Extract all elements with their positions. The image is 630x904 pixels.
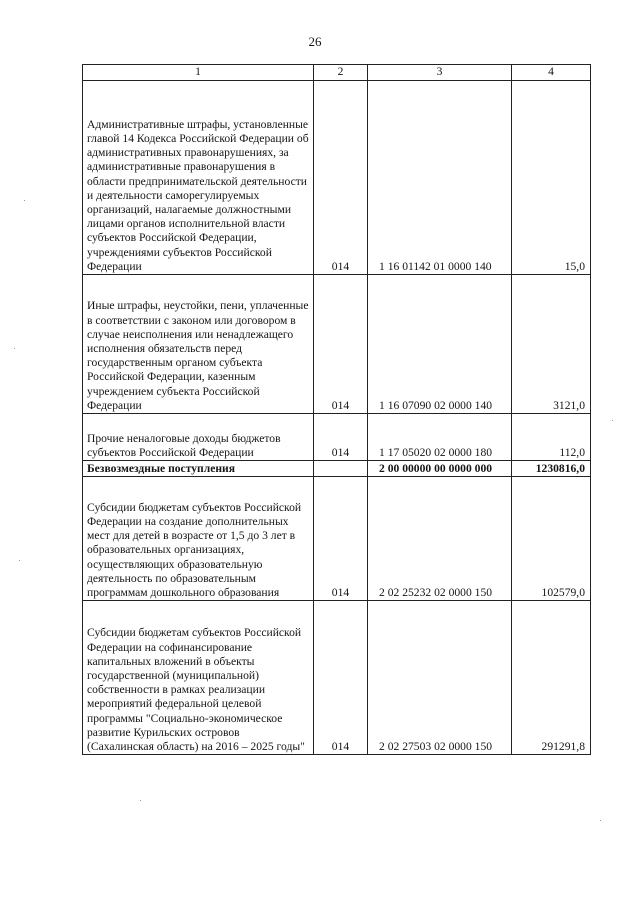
column-header-3: 3 — [368, 65, 512, 81]
table-row — [83, 477, 591, 601]
row-description: Субсидии бюджетам субъектов Российской Федерации на создание дополнительных мест для детей в возрасте от 1,5 до 3 лет в образовательных организациях, осуществляющих образовательную деятельность по образовательным программам дошкольного образования — [83, 477, 314, 601]
scan-speck — [600, 820, 601, 821]
row-classification-code: 2 02 27503 02 0000 150 — [368, 601, 512, 755]
row-description: Прочие неналоговые доходы бюджетов субъектов Российской Федерации — [83, 414, 314, 461]
table-row — [83, 414, 591, 461]
scan-speck — [612, 420, 613, 421]
row-classification-code: 1 16 01142 01 0000 140 — [368, 81, 512, 275]
row-admin-code: 014 — [314, 81, 368, 275]
row-admin-code — [314, 461, 368, 477]
scan-speck — [140, 800, 141, 801]
table-row — [83, 81, 591, 275]
row-admin-code: 014 — [314, 601, 368, 755]
row-classification-code: 2 02 25232 02 0000 150 — [368, 477, 512, 601]
row-classification-code: 2 00 00000 00 0000 000 — [368, 461, 512, 477]
scan-speck — [24, 200, 25, 201]
row-admin-code: 014 — [314, 414, 368, 461]
row-amount: 1230816,0 — [512, 461, 591, 477]
row-admin-code: 014 — [314, 275, 368, 414]
table-row — [83, 601, 591, 755]
row-description: Административные штрафы, установленные главой 14 Кодекса Российской Федерации об административных правонарушениях, за административные правонарушения в области предпринимательской деятельности и деятельности саморегулируемых организаций, налагаемые должностными лицами органов исполнительной власти субъектов Российской Федерации, учреждениями субъектов Российской Федерации — [83, 81, 314, 275]
column-header-1: 1 — [83, 65, 314, 81]
row-classification-code: 1 17 05020 02 0000 180 — [368, 414, 512, 461]
row-classification-code: 1 16 07090 02 0000 140 — [368, 275, 512, 414]
table-row — [83, 275, 591, 414]
column-header-2: 2 — [314, 65, 368, 81]
row-amount: 3121,0 — [512, 275, 591, 414]
column-header-4: 4 — [512, 65, 591, 81]
row-description: Безвозмездные поступления — [83, 461, 314, 477]
row-amount: 112,0 — [512, 414, 591, 461]
row-description: Иные штрафы, неустойки, пени, уплаченные в соответствии с законом или договором в случае неисполнения или ненадлежащего исполнения обязательств перед государственным органом субъекта Российской Федерации, казенным учреждением субъекта Российской Федерации — [83, 275, 314, 414]
scan-speck — [14, 348, 15, 349]
row-description: Субсидии бюджетам субъектов Российской Федерации на софинансирование капитальных вложений в объекты государственной (муниципальной) собственности в рамках реализации мероприятий федеральной целевой программы "Социально-экономическое развитие Курильских островов (Сахалинская область) на 2016 – 2025 годы" — [83, 601, 314, 755]
page-number: 26 — [308, 34, 322, 49]
row-amount: 102579,0 — [512, 477, 591, 601]
row-amount: 291291,8 — [512, 601, 591, 755]
revenue-table — [82, 64, 591, 755]
header-row — [83, 65, 591, 81]
row-admin-code: 014 — [314, 477, 368, 601]
row-amount: 15,0 — [512, 81, 591, 275]
scan-speck — [19, 560, 20, 561]
table-row-total — [83, 461, 591, 477]
